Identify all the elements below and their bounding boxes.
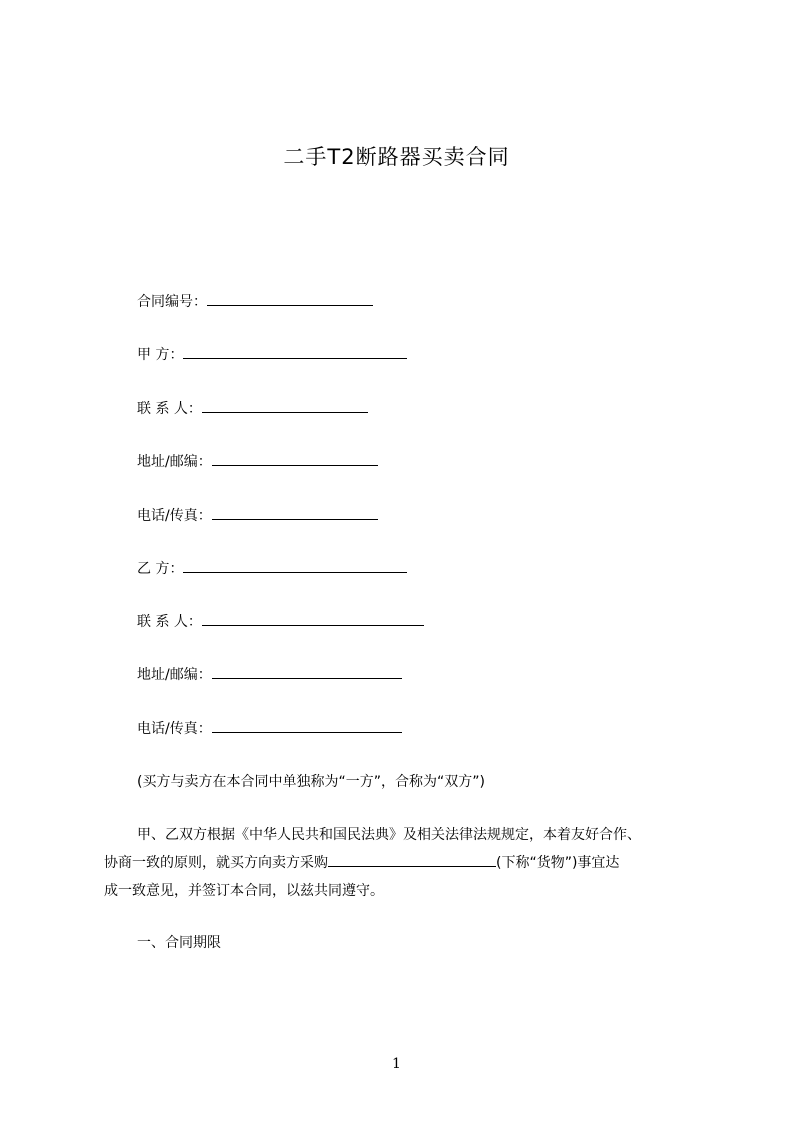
fill-in-blank[interactable] [183,559,407,573]
field-label: 联 系 人： [137,614,202,630]
field-label: 联 系 人： [137,401,202,417]
party-a-contact-field [137,399,368,418]
party-b-field [137,559,407,578]
field-label: 乙 方： [137,561,184,577]
section-heading: 一、合同期限 [137,935,221,951]
field-label: 甲 方： [137,347,184,363]
fill-in-blank[interactable] [212,506,378,520]
party-b-phone-field [137,719,402,738]
intro-paragraph-line-2 [104,852,619,872]
document-title: 二手T2断路器买卖合同 [283,145,510,169]
contract-number-field [137,292,373,311]
fill-in-blank[interactable] [183,345,407,359]
paragraph-text: 协商一致的原则，就买方向卖方采购 [104,855,328,871]
parties-note: (买方与卖方在本合同中单独称为“一方”，合称为“双方”) [137,774,485,790]
intro-paragraph-line-1: 甲、乙双方根据《中华人民共和国民法典》及相关法律法规规定，本着友好合作、 [137,827,641,843]
party-b-contact-field [137,612,424,631]
fill-in-blank[interactable] [212,665,402,679]
party-a-address-field [137,452,378,471]
field-label: 电话/传真： [137,721,212,737]
fill-in-blank[interactable] [207,292,373,306]
field-label: 电话/传真： [137,508,212,524]
fill-in-blank[interactable] [212,452,378,466]
party-a-phone-field [137,506,378,525]
fill-in-blank[interactable] [212,719,402,733]
goods-fill-in-blank[interactable] [328,853,496,867]
field-label: 地址/邮编： [137,667,212,683]
paragraph-text: (下称“货物”)事宜达 [496,855,620,871]
field-label: 合同编号： [137,294,207,310]
party-a-field [137,345,407,364]
fill-in-blank[interactable] [202,399,368,413]
fill-in-blank[interactable] [202,612,424,626]
field-label: 地址/邮编： [137,454,212,470]
intro-paragraph-line-3: 成一致意见，并签订本合同，以兹共同遵守。 [104,883,384,899]
party-b-address-field [137,665,402,684]
page-number: 1 [392,1056,401,1072]
